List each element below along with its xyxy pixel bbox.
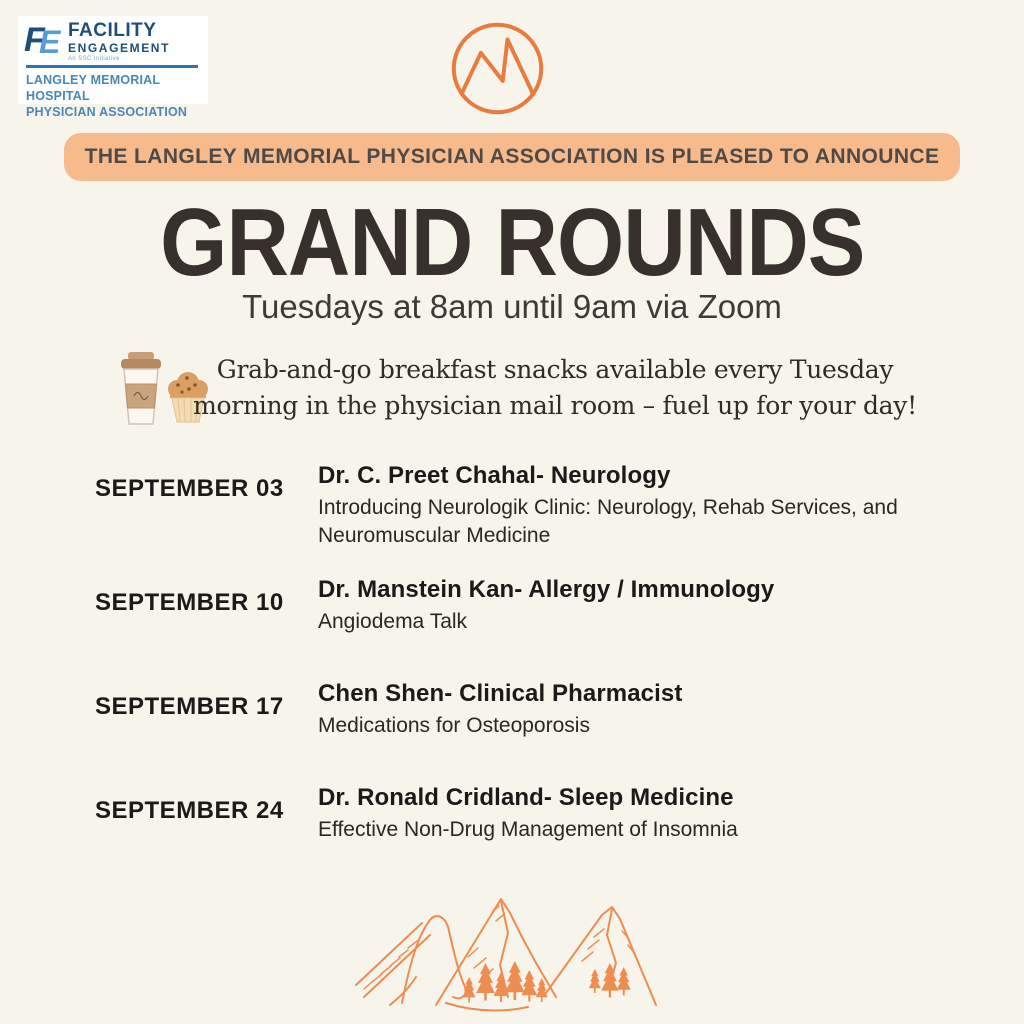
announcement-banner	[64, 133, 960, 181]
page-title: GRAND ROUNDS	[159, 189, 865, 296]
session-topic: Medications for Osteoporosis	[318, 714, 590, 737]
mountain-range-illustration	[350, 885, 670, 1024]
org-name-line2: PHYSICIAN ASSOCIATION	[26, 105, 188, 119]
announcement-banner-text: THE LANGLEY MEMORIAL PHYSICIAN ASSOCIATION IS PLEASED TO ANNOUNCE	[84, 145, 940, 168]
session-speaker: Dr. Manstein Kan- Allergy / Immunology	[318, 576, 775, 603]
fe-monogram-icon	[24, 21, 64, 57]
session-date: SEPTEMBER 03	[95, 475, 284, 502]
session-row-september-03	[0, 462, 1024, 551]
brand-tagline: An SSC Initiative	[68, 56, 120, 62]
session-row-september-24	[0, 784, 1024, 844]
logo-divider	[26, 65, 198, 68]
svg-text:F: F	[24, 21, 45, 57]
session-row-september-10	[0, 576, 1024, 636]
session-topic: Introducing Neurologik Clinic: Neurology, Rehab Services, and Neuromuscular Medicine	[318, 496, 898, 548]
session-topic: Angiodema Talk	[318, 610, 468, 633]
session-speaker: Chen Shen- Clinical Pharmacist	[318, 680, 683, 707]
facility-engagement-logo	[18, 16, 208, 119]
breakfast-note-line1: Grab-and-go breakfast snacks available every Tuesday	[216, 355, 894, 384]
breakfast-note	[150, 352, 960, 425]
schedule-subtitle: Tuesdays at 8am until 9am via Zoom	[242, 288, 782, 325]
session-row-september-17	[0, 680, 1024, 740]
session-date: SEPTEMBER 10	[95, 589, 284, 616]
mountain-circle-icon	[450, 21, 545, 116]
pine-trees-right	[589, 963, 631, 998]
session-topic: Effective Non-Drug Management of Insomnia	[318, 818, 738, 841]
svg-text:E: E	[39, 24, 61, 57]
session-speaker: Dr. C. Preet Chahal- Neurology	[318, 462, 671, 489]
session-speaker: Dr. Ronald Cridland- Sleep Medicine	[318, 784, 734, 811]
brand-name-line2: ENGAGEMENT	[68, 41, 171, 55]
breakfast-note-line2: morning in the physician mail room – fuel up for your day!	[193, 391, 917, 421]
session-date: SEPTEMBER 24	[95, 797, 284, 824]
org-name-line1: LANGLEY MEMORIAL HOSPITAL	[26, 72, 160, 103]
session-date: SEPTEMBER 17	[95, 693, 284, 720]
brand-name: FACILITY	[68, 20, 157, 41]
